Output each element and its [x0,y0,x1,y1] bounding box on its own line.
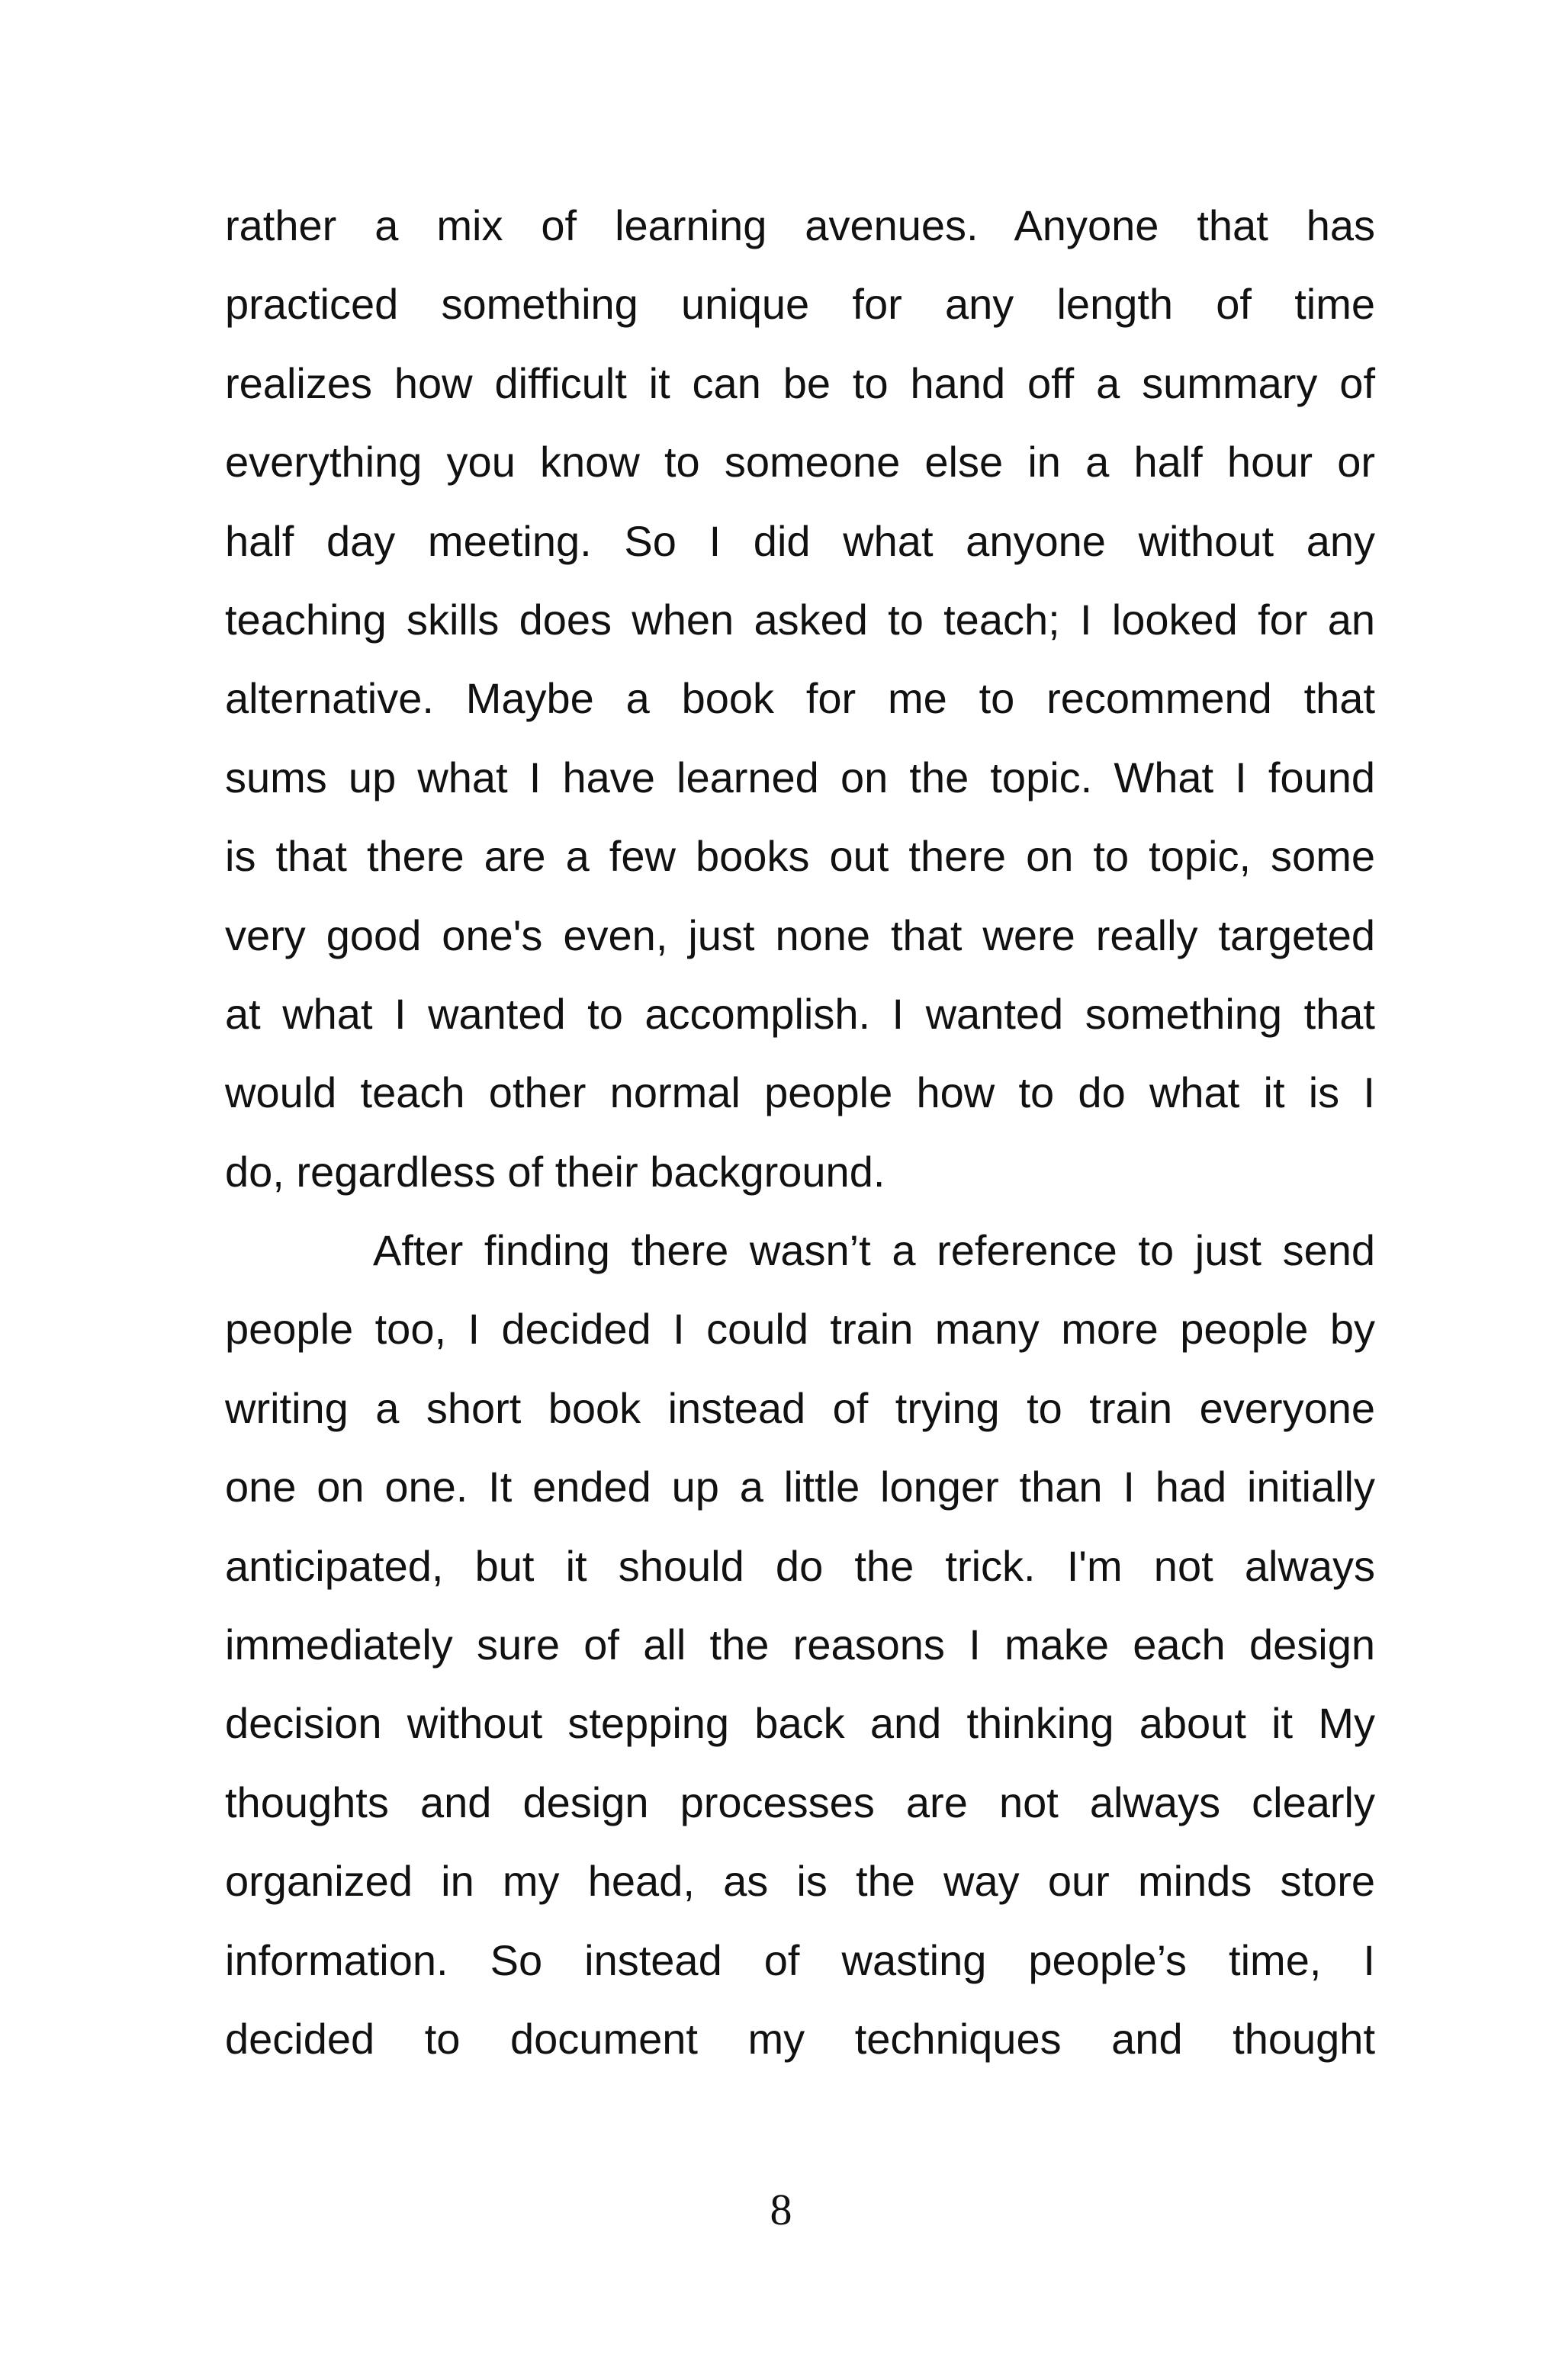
text-line: rather a mix of learning avenues. Anyone that has [225,201,1375,249]
text-line: decision without stepping back and thinking about it My [225,1699,1375,1748]
text-line: everything you know to someone else in a half hour or [225,438,1375,487]
text-line: decided to document my techniques and thought [225,2014,1375,2063]
text-line: people too, I decided I could train many more people by [225,1305,1375,1354]
text-line: teaching skills does when asked to teach; I looked for an [225,595,1375,644]
text-line: do, regardless of their background. [225,1147,885,1196]
text-line: information. So instead of wasting people’s time, I [225,1935,1375,1984]
text-line: sums up what I have learned on the topic. What I found [225,753,1375,801]
page-number: 8 [770,2185,792,2234]
text-line: writing a short book instead of trying to train everyone [225,1383,1375,1432]
text-line: one on one. It ended up a little longer than I had initially [225,1463,1375,1511]
text-line-indented: After finding there wasn’t a reference to just send [373,1226,1375,1275]
text-line: is that there are a few books out there on to topic, some [225,832,1375,881]
text-line: anticipated, but it should do the trick. I'm not always [225,1541,1375,1590]
body-text [225,186,1375,2078]
text-line: practiced something unique for any length of time [225,280,1375,329]
text-line: realizes how difficult it can be to hand off a summary of [225,358,1375,407]
text-line: very good one's even, just none that were really targeted [225,911,1375,959]
text-line: at what I wanted to accomplish. I wanted something that [225,989,1375,1038]
text-line: organized in my head, as is the way our minds store [225,1857,1375,1906]
text-line: immediately sure of all the reasons I make each design [225,1620,1375,1669]
text-line: alternative. Maybe a book for me to recommend that [225,674,1375,723]
text-line: half day meeting. So I did what anyone without any [225,516,1375,565]
text-line: thoughts and design processes are not always clearly [225,1778,1375,1826]
text-line: would teach other normal people how to do what it is I [225,1068,1375,1117]
